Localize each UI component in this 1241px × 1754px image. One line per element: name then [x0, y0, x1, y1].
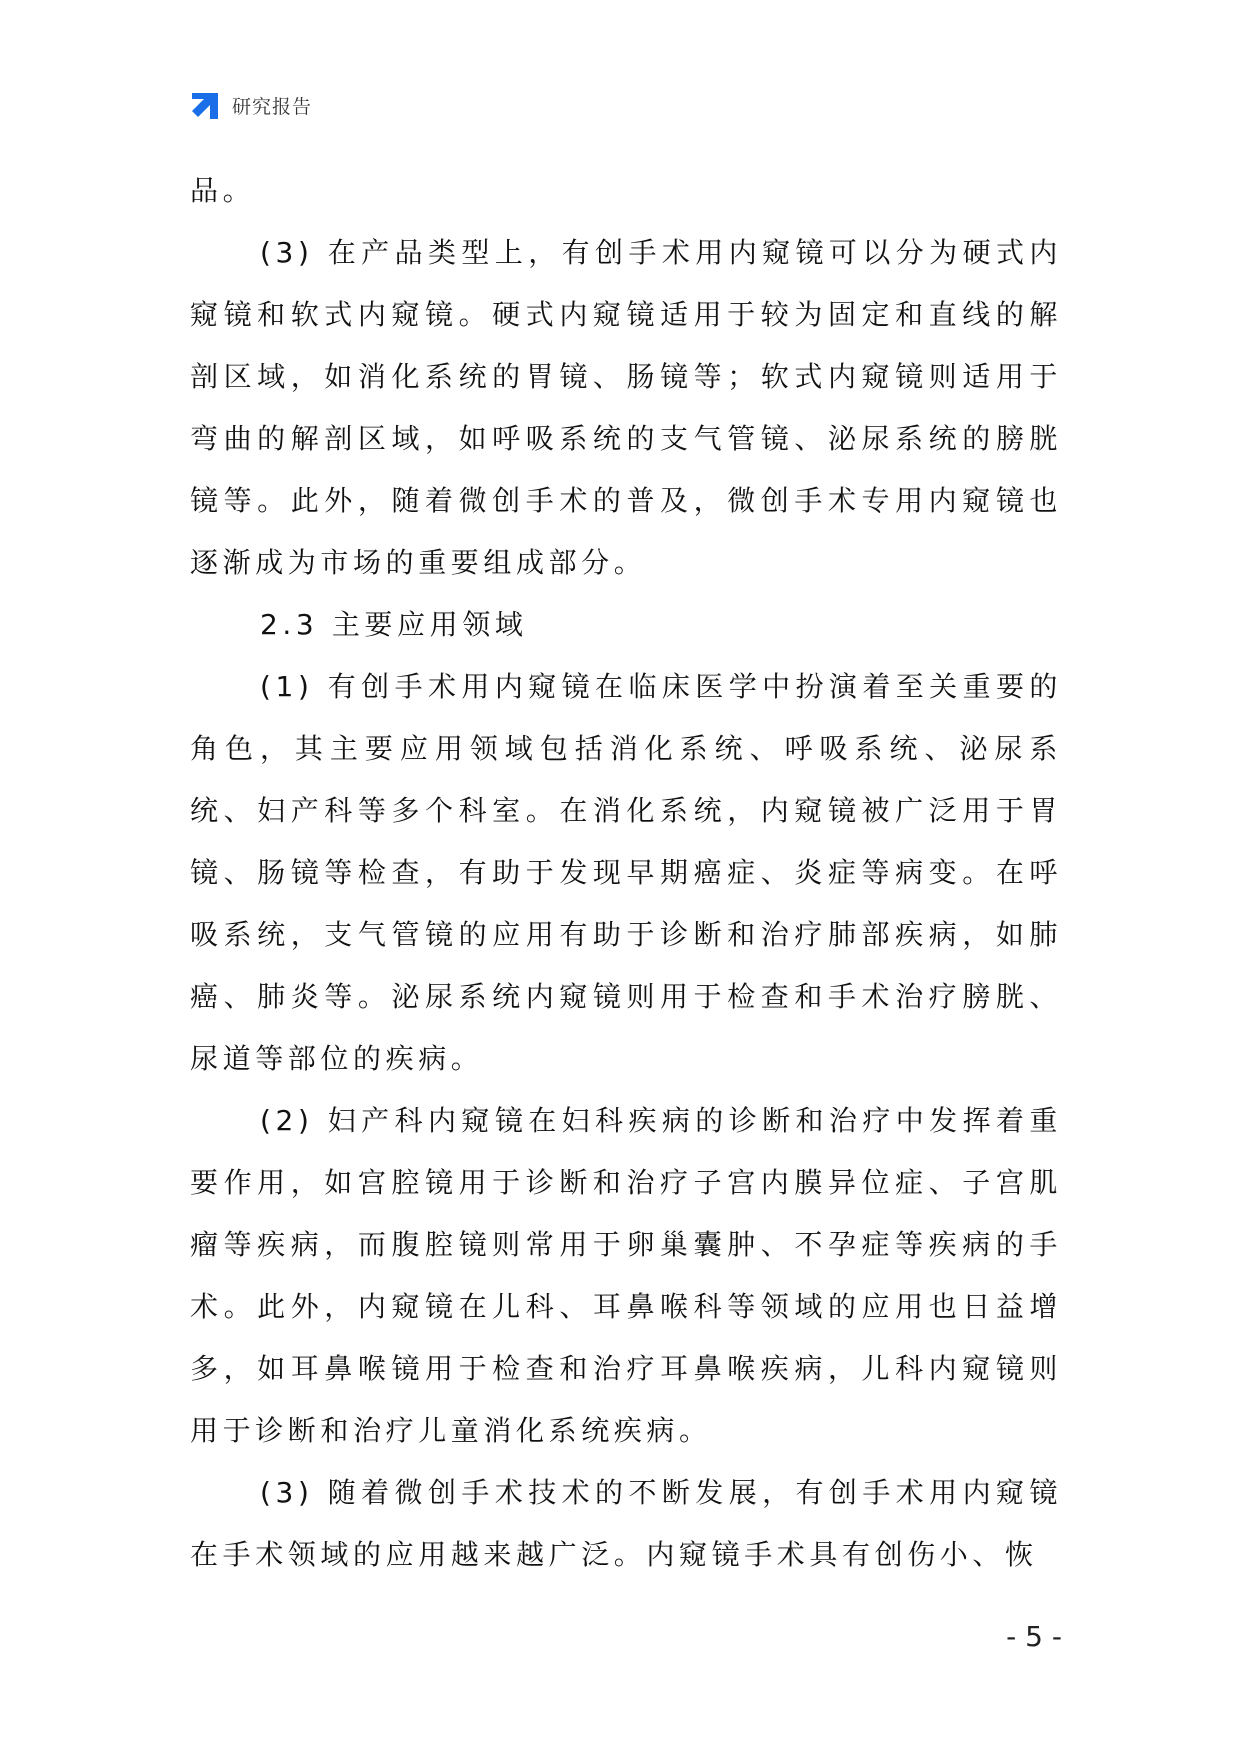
page-header	[190, 88, 312, 122]
paragraph-application-1: (1) 有创手术用内窥镜在临床医学中扮演着至关重要的角色，其主要应用领域包括消化系统、呼吸系统、泌尿系统、妇产科等多个科室。在消化系统，内窥镜被广泛用于胃镜、肠镜等检查，有助于发现早期癌症、炎症等病变。在呼吸系统，支气管镜的应用有助于诊断和治疗肺部疾病，如肺癌、肺炎等。泌尿系统内窥镜则用于检查和手术治疗膀胱、尿道等部位的疾病。	[190, 670, 1062, 1075]
paragraph-product-types: (3) 在产品类型上，有创手术用内窥镜可以分为硬式内窥镜和软式内窥镜。硬式内窥镜适用于较为固定和直线的解剖区域，如消化系统的胃镜、肠镜等；软式内窥镜则适用于弯曲的解剖区域，如呼吸系统的支气管镜、泌尿系统的膀胱镜等。此外，随着微创手术的普及，微创手术专用内窥镜也逐渐成为市场的重要组成部分。	[190, 236, 1062, 579]
paragraph-continuation: 品。	[190, 174, 256, 207]
page-number: - 5 -	[1006, 1620, 1062, 1653]
document-body	[190, 160, 1062, 1586]
arrow-up-right-icon	[190, 89, 222, 121]
paragraph-application-3: (3) 随着微创手术技术的不断发展，有创手术用内窥镜在手术领域的应用越来越广泛。内窥镜手术具有创伤小、恢	[190, 1476, 1062, 1571]
paragraph-application-2: (2) 妇产科内窥镜在妇科疾病的诊断和治疗中发挥着重要作用，如宫腔镜用于诊断和治疗子宫内膜异位症、子宫肌瘤等疾病，而腹腔镜则常用于卵巢囊肿、不孕症等疾病的手术。此外，内窥镜在儿科、耳鼻喉科等领域的应用也日益增多，如耳鼻喉镜用于检查和治疗耳鼻喉疾病，儿科内窥镜则用于诊断和治疗儿童消化系统疾病。	[190, 1104, 1062, 1447]
header-label: 研究报告	[232, 95, 313, 118]
section-heading: 2.3 主要应用领域	[260, 608, 528, 641]
